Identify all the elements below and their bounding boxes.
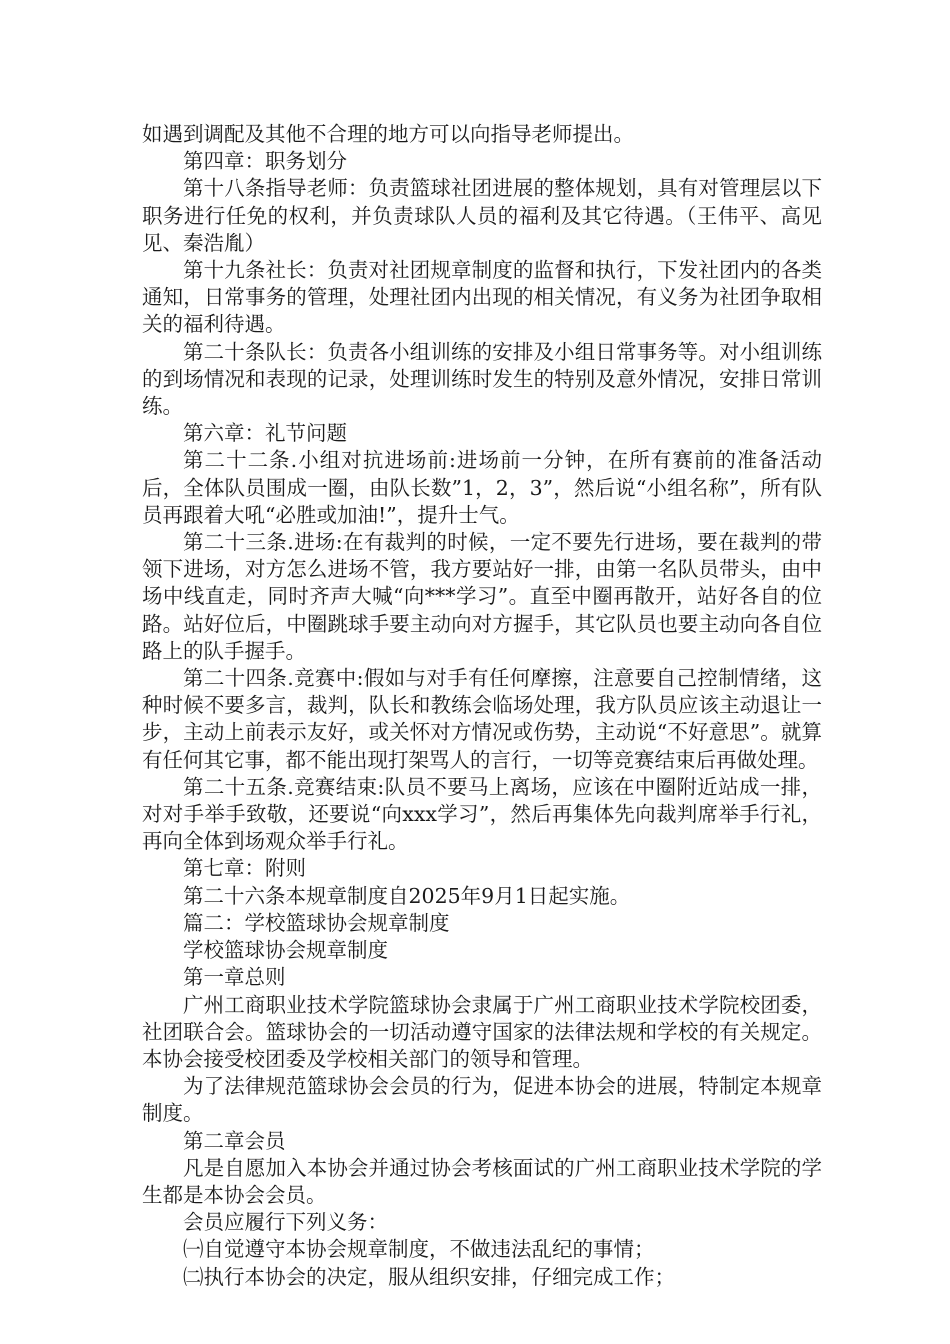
paragraph: 第二十二条.小组对抗进场前:进场前一分钟，在所有赛前的准备活动后，全体队员围成一圈，由队长数”1，2，3”，然后说“小组名称”，所有队员再跟着大吼“必胜或加油!”，提升士气。 xyxy=(142,448,822,527)
paragraph: 第二十六条本规章制度自2025年9月1日起实施。 xyxy=(183,883,631,908)
chapter-heading: 第二章会员 xyxy=(183,1128,286,1153)
chapter-heading: 第四章：职务划分 xyxy=(183,149,347,174)
chapter-heading: 第一章总则 xyxy=(183,965,286,990)
paragraph: 广州工商职业技术学院篮球协会隶属于广州工商职业技术学院校团委，社团联合会。篮球协会的一切活动遵守国家的法律法规和学校的有关规定。本协会接受校团委及学校相关部门的领导和管理。 xyxy=(142,992,822,1071)
paragraph: 第十八条指导老师：负责篮球社团进展的整体规划，具有对管理层以下职务进行任免的权利，并负责球队人员的福利及其它待遇。（王伟平、高见见、秦浩胤） xyxy=(142,176,822,255)
chapter-heading: 第六章：礼节问题 xyxy=(183,421,347,446)
chapter-heading: 第七章：附则 xyxy=(183,856,306,881)
paragraph: 会员应履行下列义务： xyxy=(183,1210,388,1235)
list-item: ㈡执行本协会的决定，服从组织安排，仔细完成工作； xyxy=(183,1264,675,1289)
paragraph: 第二十四条.竞赛中:假如与对手有任何摩擦，注意要自己控制情绪，这种时候不要多言，裁判，队长和教练会临场处理，我方队员应该主动退让一步，主动上前表示友好，或关怀对方情况或伤势，主动说“不好意思”。就算有任何其它事，都不能出现打架骂人的言行，一切等竞赛结束后再做处理。 xyxy=(142,666,822,772)
paragraph: 凡是自愿加入本协会并通过协会考核面试的广州工商职业技术学院的学生都是本协会会员。 xyxy=(142,1155,822,1207)
section-heading: 篇二：学校篮球协会规章制度 xyxy=(183,910,450,935)
list-item: ㈠自觉遵守本协会规章制度，不做违法乱纪的事情； xyxy=(183,1237,655,1262)
paragraph: 为了法律规范篮球协会会员的行为，促进本协会的进展，特制定本规章制度。 xyxy=(142,1074,822,1126)
paragraph: 第十九条社长：负责对社团规章制度的监督和执行，下发社团内的各类通知，日常事务的管理，处理社团内出现的相关情况，有义务为社团争取相关的福利待遇。 xyxy=(142,258,822,337)
paragraph: 如遇到调配及其他不合理的地方可以向指导老师提出。 xyxy=(142,122,634,146)
document-title: 学校篮球协会规章制度 xyxy=(183,938,388,963)
paragraph: 第二十三条.进场:在有裁判的时候，一定不要先行进场，要在裁判的带领下进场，对方怎么进场不管，我方要站好一排，由第一名队员带头，由中场中线直走，同时齐声大喊“向***学习”。直至中圈再散开，站好各自的位路。站好位后，中圈跳球手要主动向对方握手，其它队员也要主动向各自位路上的队手握手。 xyxy=(142,530,822,663)
document-body xyxy=(142,121,822,1291)
paragraph: 第二十条队长：负责各小组训练的安排及小组日常事务等。对小组训练的到场情况和表现的记录，处理训练时发生的特别及意外情况，安排日常训练。 xyxy=(142,339,822,419)
paragraph: 第二十五条.竞赛结束:队员不要马上离场，应该在中圈附近站成一排，对对手举手致敬，还要说“向xxx学习”，然后再集体先向裁判席举手行礼，再向全体到场观众举手行礼。 xyxy=(142,774,822,854)
